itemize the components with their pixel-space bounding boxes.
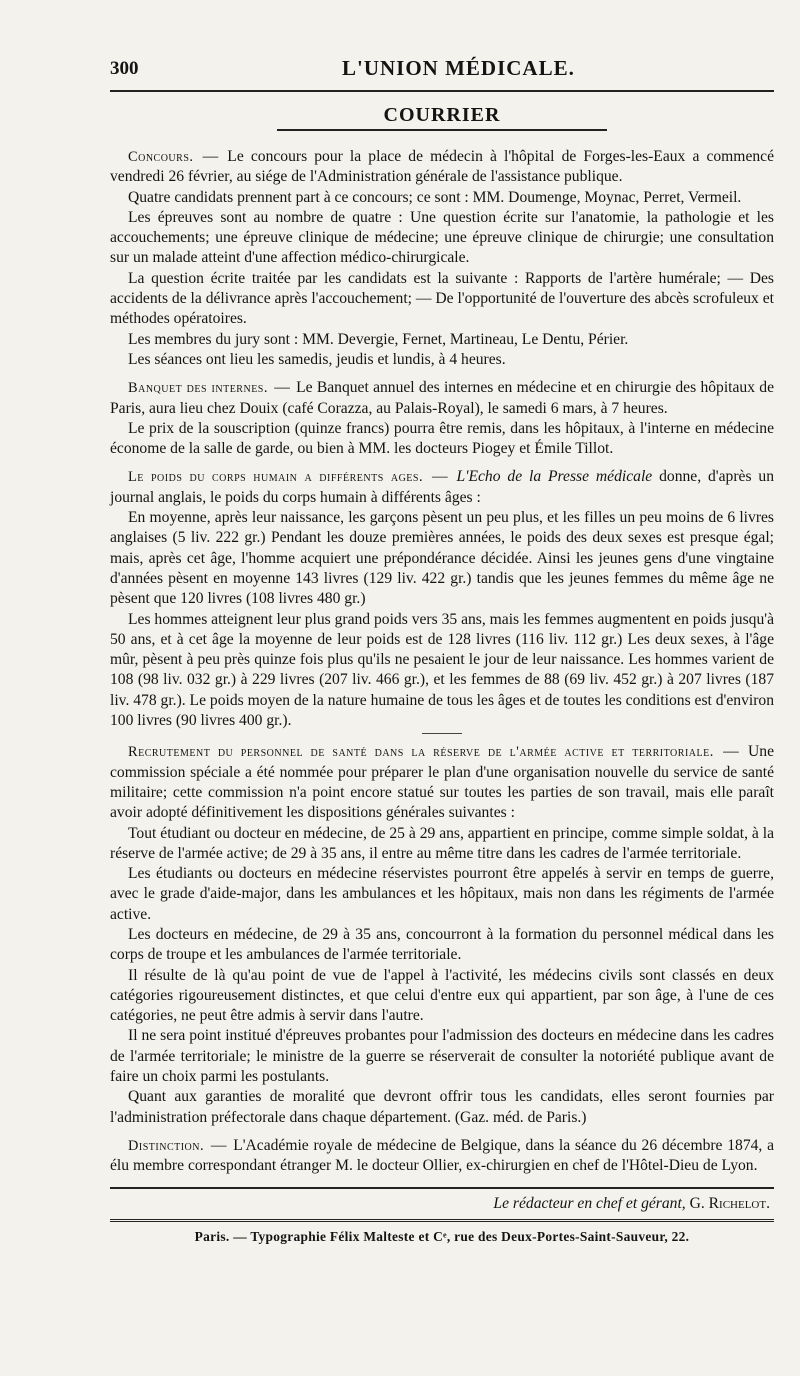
article-heading: Le poids du corps humain a différents ages. (128, 469, 424, 486)
article-heading: Distinction. (128, 1137, 205, 1154)
article-paragraph: Distinction. — L'Académie royale de médecine de Belgique, dans la séance du 26 décembre 1874, a élu membre correspondant étranger M. le docteur Ollier, ex-chirurgien en chef de l'Hôtel-Dieu de Lyon. (110, 1136, 774, 1175)
signature (110, 1193, 774, 1215)
article-text: Une commission spéciale a été nommée pour préparer le plan d'une organisation nouvelle du service de santé militaire; cette commission n'a point encore statué sur toutes les parties de son travail, mais elle paraît avoir adopté définitivement les dispositions générales suivantes : (110, 743, 774, 822)
article-distinction (110, 1136, 774, 1177)
article-text: donne, d'après un journal anglais, le poids du corps humain à différents âges : (110, 468, 775, 506)
article-poids (110, 467, 774, 734)
signature-name: G. Richelot. (689, 1194, 770, 1212)
page-number: 300 (110, 58, 139, 79)
separator-rule (422, 733, 462, 734)
signature-role: Le rédacteur en chef et gérant, (493, 1194, 686, 1212)
footer-rule (110, 1219, 774, 1222)
signature-rule (110, 1187, 774, 1189)
article-paragraph: Quatre candidats prennent part à ce concours; ce sont : MM. Doumenge, Moynac, Perret, Vermeil. (128, 188, 742, 206)
article-heading: Banquet des internes. (128, 380, 268, 397)
article-paragraph: La question écrite traitée par les candidats est la suivante : Rapports de l'artère humérale; — Des accidents de la délivrance après l'accouchement; — De l'opportunité de l'ouverture des abcès scrofuleux et méthodes opératoires. (110, 269, 774, 328)
header-rule (110, 90, 774, 92)
article-paragraph: En moyenne, après leur naissance, les garçons pèsent un peu plus, et les filles un peu moins de 6 livres anglaises (5 liv. 222 gr.) Pendant les douze premières années, le poids des deux sexes est presque égal; mais, après cet âge, l'homme acquiert une prépondérance décidée. Ainsi les jeunes gens d'une vingtaine d'années pèsent en moyenne 143 livres (129 liv. 422 gr.) tandis que les jeunes femmes du même âge ne pèsent que 120 livres (108 livres 480 gr.) (110, 509, 774, 608)
article-paragraph: Les membres du jury sont : MM. Devergie, Fernet, Martineau, Le Dentu, Périer. (128, 330, 629, 348)
article-paragraph: Quant aux garanties de moralité que devront offrir tous les candidats, elles seront fournies par l'administration préfectorale dans chaque département. (Gaz. méd. de Paris.) (110, 1088, 774, 1126)
article-paragraph: Les séances ont lieu les samedis, jeudis et lundis, à 4 heures. (128, 350, 506, 368)
article-paragraph: Le prix de la souscription (quinze francs) pourra être remis, dans les hôpitaux, à l'interne en médecine économe de la salle de garde, ou bien à MM. les docteurs Piogey et Émile Tillot. (110, 419, 774, 458)
article-recrutement (110, 742, 774, 1128)
article-concours (110, 147, 774, 370)
section-title: COURRIER (383, 104, 501, 126)
journal-title: L'UNION MÉDICALE. (342, 56, 575, 80)
article-paragraph: Les hommes atteignent leur plus grand poids vers 35 ans, mais les femmes augmentent en poids jusqu'à 50 ans, et à cet âge la moyenne de leur poids est de 128 livres (116 liv. 112 gr.) Les deux sexes, à l'âge mûr, pèsent à peu près quinze fois plus qu'ils ne pesaient le jour de leur naissance. Les hommes varient de 108 (98 liv. 032 gr.) à 229 livres (207 liv. 466 gr.), et les femmes de 88 (69 liv. 452 gr.) à 207 livres (187 liv. 478 gr.). Le poids moyen de la nature humaine de tous les âges et de toutes les conditions est d'environ 100 livres (90 livres 400 gr.). (110, 610, 774, 730)
article-heading: Concours. (128, 149, 194, 165)
article-text: Le Banquet annuel des internes en médecine et en chirurgie des hôpitaux de Paris, aura lieu chez Douix (café Corazza, au Palais-Royal), le samedi 6 mars, à 7 heures. (110, 379, 775, 417)
printer-imprint: Paris. — Typographie Félix Malteste et Cᵉ, rue des Deux-Portes-Saint-Sauveur, 22. (194, 1228, 690, 1244)
article-paragraph: Les épreuves sont au nombre de quatre : Une question écrite sur l'anatomie, la pathologie et les accouchements; une épreuve clinique de médecine; une épreuve clinique de chirurgie; une consultation sur un malade atteint d'une affection médico-chirurgicale. (110, 208, 774, 267)
article-heading: Recrutement du personnel de santé dans la réserve de l'armée active et territoriale. (128, 744, 714, 761)
article-paragraph: Tout étudiant ou docteur en médecine, de 25 à 29 ans, appartient en principe, comme simple soldat, à la réserve de l'armée active; de 29 à 35 ans, il entre au même titre dans les cadres de l'armée territoriale. (110, 824, 774, 862)
article-paragraph: Il ne sera point institué d'épreuves probantes pour l'admission des docteurs en médecine dans les cadres de l'armée territoriale; le ministre de la guerre se réserverait de consulter la notoriété publique avant de faire un choix parmi les postulants. (110, 1027, 774, 1086)
articles (110, 147, 774, 1177)
article-text: L'Académie royale de médecine de Belgique, dans la séance du 26 décembre 1874, a élu membre correspondant étranger M. le docteur Ollier, ex-chirurgien en chef de l'Hôtel-Dieu de Lyon. (110, 1136, 774, 1175)
article-text: Le concours pour la place de médecin à l'hôpital de Forges-les-Eaux a commencé vendredi 26 février, au siége de l'Administration générale de l'assistance publique. (110, 148, 774, 186)
article-paragraph: Banquet des internes. — Le Banquet annuel des internes en médecine et en chirurgie des hôpitaux de Paris, aura lieu chez Douix (café Corazza, au Palais-Royal), le samedi 6 mars, à 7 heures. (110, 379, 775, 417)
article-paragraph: Les étudiants ou docteurs en médecine réservistes pourront être appelés à servir en temps de guerre, avec le grade d'aide-major, dans les ambulances et les hôpitaux, mais non dans les régiments de l'armée active. (110, 865, 774, 923)
article-paragraph: Concours. — Le concours pour la place de médecin à l'hôpital de Forges-les-Eaux a commencé vendredi 26 février, au siége de l'Administration générale de l'assistance publique. (110, 148, 774, 186)
article-paragraph: Il résulte de là qu'au point de vue de l'appel à l'activité, les médecins civils sont classés en deux catégories rigoureusement distinctes, et que celui d'entre eux qui appartient, par son âge, à l'une de ces catégories, ne peut être admis à servir dans l'autre. (110, 966, 774, 1025)
journal-page (0, 46, 800, 1376)
running-head (110, 46, 774, 94)
article-banquet (110, 378, 774, 459)
article-paragraph: Les docteurs en médecine, de 29 à 35 ans, concourront à la formation du personnel médical dans les corps de troupe et les ambulances de l'armée territoriale. (110, 925, 774, 964)
article-paragraph: Le poids du corps humain a différents ages. — L'Echo de la Presse médicale donne, d'après un journal anglais, le poids du corps humain à différents âges : (110, 468, 775, 506)
article-paragraph: Recrutement du personnel de santé dans la réserve de l'armée active et territoriale. — Une commission spéciale a été nommée pour préparer le plan d'une organisation nouvelle du service de santé militaire; cette commission n'a point encore statué sur toutes les parties de son travail, mais elle paraît avoir adopté définitivement les dispositions générales suivantes : (110, 743, 774, 822)
title-rule (277, 129, 607, 131)
article-source: L'Echo de la Presse médicale (456, 468, 653, 486)
